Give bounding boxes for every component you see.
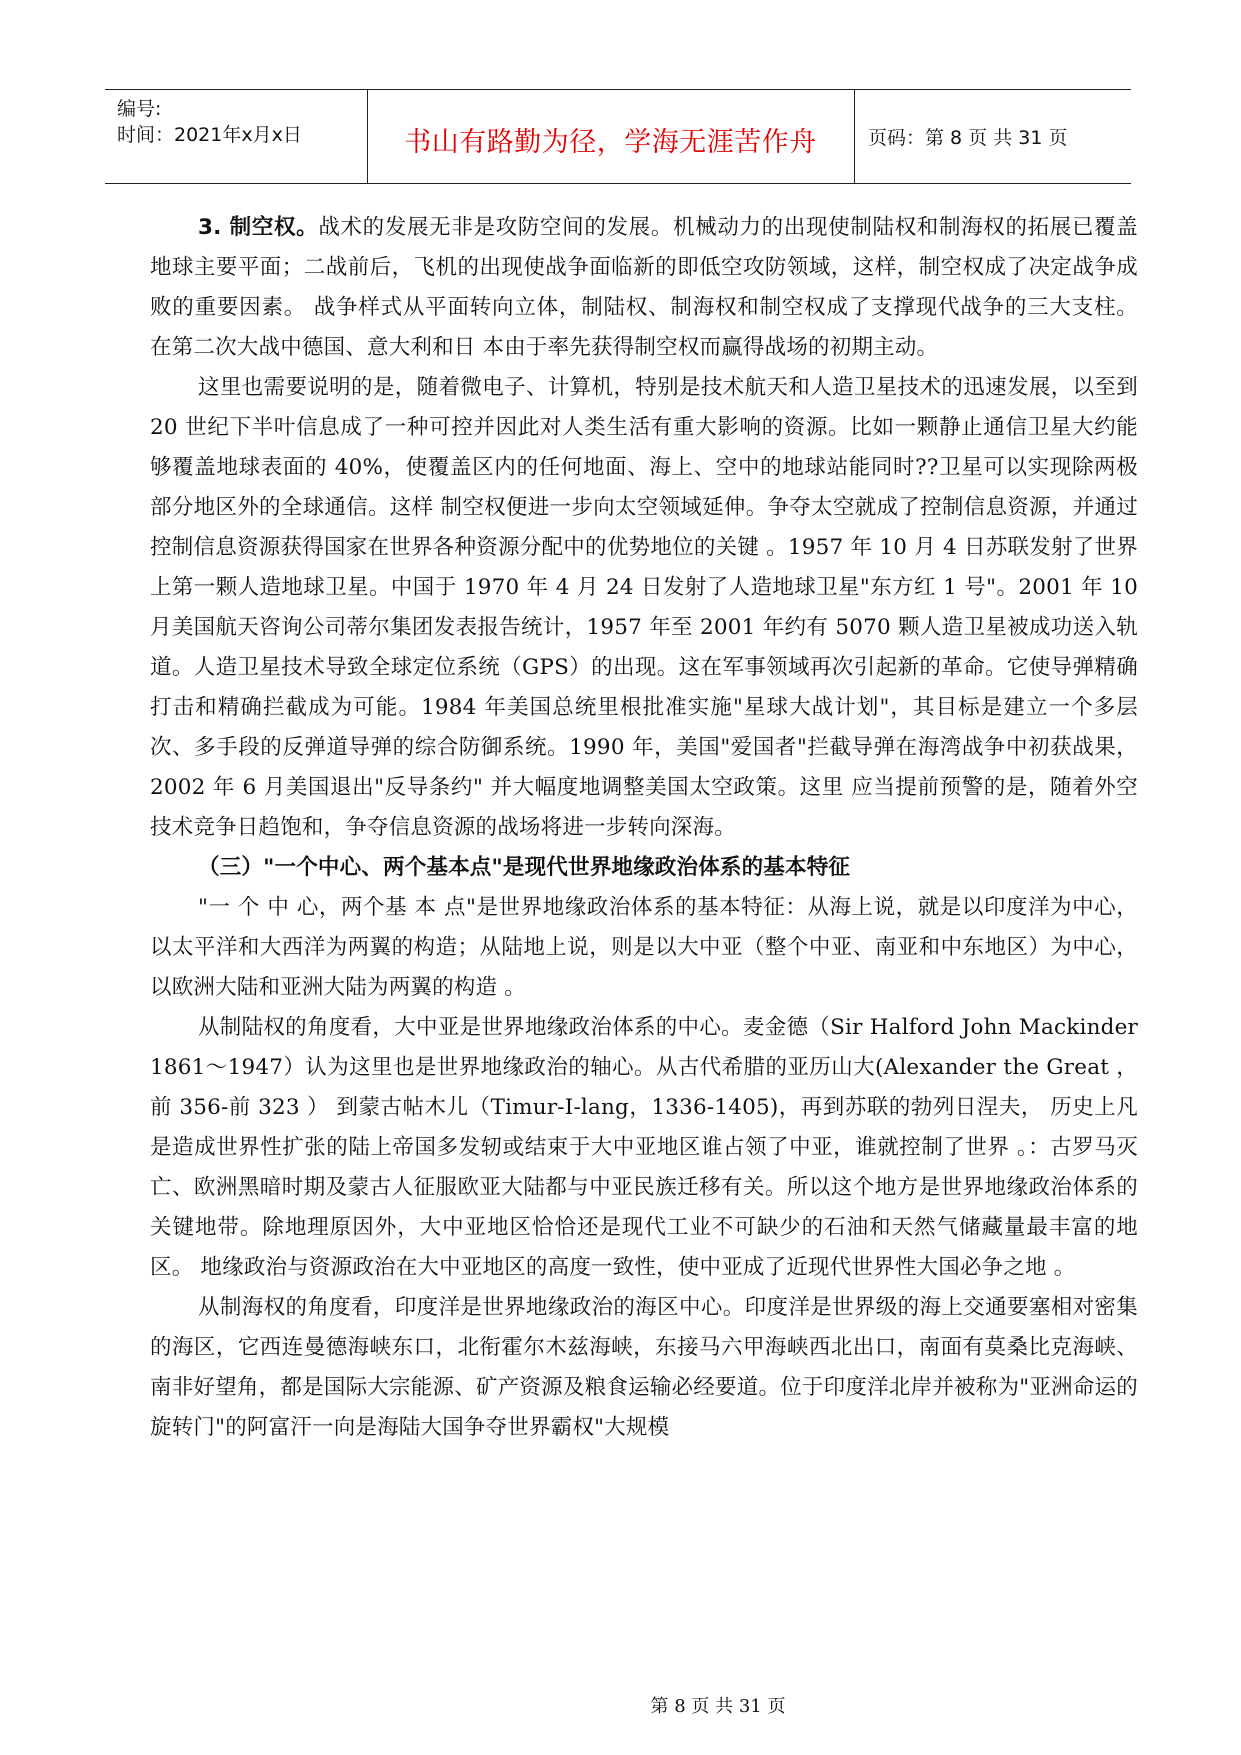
paragraph-space-extension: 这里也需要说明的是，随着微电子、计算机，特别是技术航天和人造卫星技术的迅速发展，以至到 20 世纪下半叶信息成了一种可控并因此对人类生活有重大影响的资源。比如一颗静止通信卫星大约能够覆盖地球表面的 40%，使覆盖区内的任何地面、海上、空中的地球站能同时??卫星可以实现除两极部分地区外的全球通信。这样 制空权便进一步向太空领域延伸。争夺太空就成了控制信息资源，并通过控制信息资源获得国家在世界各种资源分配中的优势地位的关键 。1957 年 10 月 4 日苏联发射了世界上第一颗人造地球卫星。中国于 1970 年 4 月 24 日发射了人造地球卫星"东方红 1 号"。2001 年 10 月美国航天咨询公司蒂尔集团发表报告统计，1957 年至 2001 年约有 5070 颗人造卫星被成功送入轨道。人造卫星技术导致全球定位系统（GPS）的出现。这在军事领域再次引起新的革命。它使导弹精确打击和精确拦截成为可能。1984 年美国总统里根批准实施"星球大战计划"，其目标是建立一个多层次、多手段的反弹道导弹的综合防御系统。1990 年，美国"爱国者"拦截导弹在海湾战争中初获战果，2002 年 6 月美国退出"反导条约" 并大幅度地调整美国太空政策。这里 应当提前预警的是，随着外空技术竞争日趋饱和，争夺信息资源的战场将进一步转向深海。: [150, 375, 1138, 840]
document-time-label: 时间：2021年x月x日: [117, 124, 302, 146]
section-heading: （三）"一个中心、两个基本点"是现代世界地缘政治体系的基本特征: [198, 855, 851, 880]
paragraph-one-center: "一 个 中 心，两个基 本 点"是世界地缘政治体系的基本特征：从海上说，就是以印度洋为中心，以太平洋和大西洋为两翼的构造；从陆地上说，则是以大中亚（整个中亚、南亚和中东地区）为中心，以欧洲大陆和亚洲大陆为两翼的构造 。: [150, 895, 1138, 1000]
header-right-cell: [856, 90, 1131, 183]
header-middle-cell: [367, 90, 855, 183]
header-slogan: 书山有路勤为径，学海无涯苦作舟: [404, 127, 817, 158]
paragraph-land-power: 从制陆权的角度看，大中亚是世界地缘政治体系的中心。麦金德（Sir Halford John Mackinder 1861～1947）认为这里也是世界地缘政治的轴心。从古代希腊的亚历山大(Alexander the Great ，前 356-前 323 ） 到蒙古帖木儿（Timur-I-lang，1336-1405)，再到苏联的勃列日涅夫， 历史上凡是造成世界性扩张的陆上帝国多发轫或结束于大中亚地区谁占领了中亚，谁就控制了世界 。：古罗马灭亡、欧洲黑暗时期及蒙古人征服欧亚大陆都与中亚民族迁移有关。所以这个地方是世界地缘政治体系的关键地带。除地理原因外，大中亚地区恰恰还是现代工业不可缺少的石油和天然气储藏量最丰富的地区。 地缘政治与资源政治在大中亚地区的高度一致性，使中亚成了近现代世界性大国必争之地 。: [150, 1015, 1138, 1280]
paragraph-air-control-text: 战术的发展无非是攻防空间的发展。机械动力的出现使制陆权和制海权的拓展已覆盖地球主要平面；二战前后，飞机的出现使战争面临新的即低空攻防领域，这样，制空权成了决定战争成败的重要因素。 战争样式从平面转向立体，制陆权、制海权和制空权成了支撑现代战争的三大支柱。 在第二次大战中德国、意大利和日 本由于率先获得制空权而赢得战场的初期主动。: [150, 215, 1138, 360]
page-footer: 第 8 页 共 31 页: [650, 1696, 786, 1717]
page-header: [105, 89, 1131, 184]
document-body: [150, 208, 1138, 1448]
paragraph-air-control: [150, 208, 1138, 368]
paragraph-sea-power: 从制海权的角度看，印度洋是世界地缘政治的海区中心。印度洋是世界级的海上交通要塞相对密集的海区，它西连曼德海峡东口，北衔霍尔木兹海峡，东接马六甲海峡西北出口，南面有莫桑比克海峡、南非好望角，都是国际大宗能源、矿产资源及粮食运输必经要道。位于印度洋北岸并被称为"亚洲命运的旋转门"的阿富汗一向是海陆大国争夺世界霸权"大规模: [150, 1295, 1138, 1440]
document-number-label: 编号:: [117, 98, 162, 120]
header-page-number: 页码：第 8 页 共 31 页: [868, 127, 1068, 149]
header-left-cell: [105, 90, 368, 183]
section-lead-air-control: 3. 制空权。: [198, 215, 319, 240]
